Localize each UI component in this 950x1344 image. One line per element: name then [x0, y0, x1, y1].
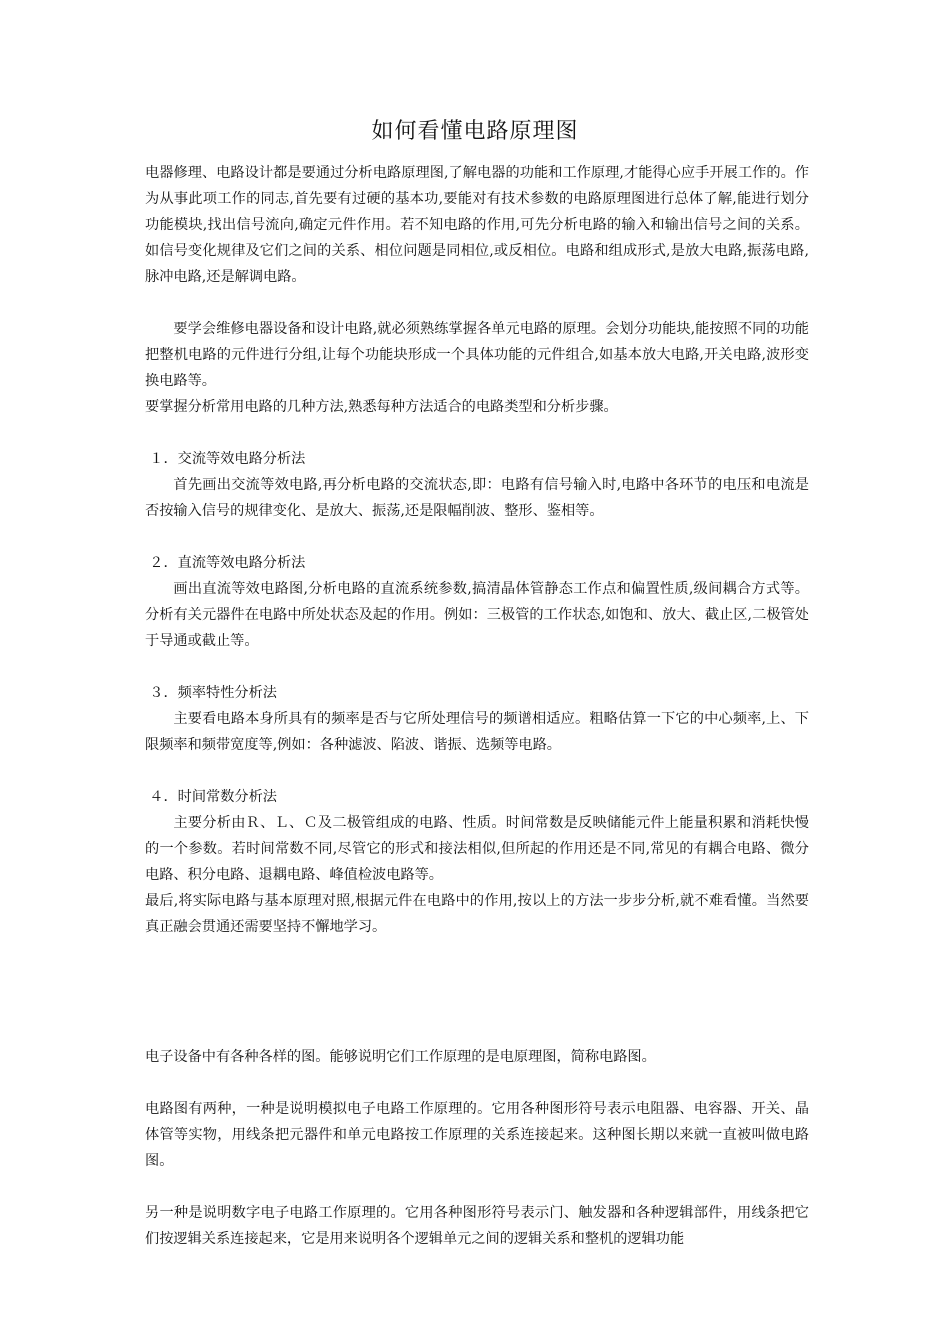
paragraph-circuit-diagram-intro: 电子设备中有各种各样的图。能够说明它们工作原理的是电原理图，简称电路图。: [145, 1049, 656, 1065]
section-body-ac: 首先画出交流等效电路,再分析电路的交流状态,即：电路有信号输入时,电路中各环节的电压和电流是否按输入信号的规律变化、是放大、振荡,还是限幅削波、整形、鉴相等。: [145, 477, 809, 519]
paragraph-conclusion: 最后,将实际电路与基本原理对照,根据元件在电路中的作用,按以上的方法一步步分析,就不难看懂。当然要真正融会贯通还需要坚持不懈地学习。: [145, 893, 809, 935]
paragraph-digital-diagram: 另一种是说明数字电子电路工作原理的。它用各种图形符号表示门、触发器和各种逻辑部件，用线条把它们按逻辑关系连接起来，它是用来说明各个逻辑单元之间的逻辑关系和整机的逻辑功能: [145, 1205, 809, 1247]
page-title: 如何看懂电路原理图: [371, 119, 579, 144]
section-heading-ac: １．交流等效电路分析法: [149, 451, 306, 467]
spacer: [145, 420, 809, 446]
paragraph-modules: 要学会维修电器设备和设计电路,就必须熟练掌握各单元电路的原理。会划分功能块,能按照不同的功能把整机电路的元件进行分组,让每个功能块形成一个具体功能的元件组合,如基本放大电路,开关电路,波形变换电路等。: [145, 321, 809, 389]
spacer: [145, 758, 809, 784]
spacer: [145, 290, 809, 316]
spacer: [145, 1174, 809, 1200]
section-heading-frequency: ３．频率特性分析法: [149, 685, 277, 701]
paragraph-intro: 电器修理、电路设计都是要通过分析电路原理图,了解电器的功能和工作原理,才能得心应手开展工作的。作为从事此项工作的同志,首先要有过硬的基本功,要能对有技术参数的电路原理图进行总体了解,能进行划分功能模块,找出信号流向,确定元件作用。若不知电路的作用,可先分析电路的输入和输出信号之间的关系。如信号变化规律及它们之间的关系、相位问题是同相位,或反相位。电路和组成形式,是放大电路,振荡电路,脉冲电路,还是解调电路。: [145, 165, 809, 285]
paragraph-methods: 要掌握分析常用电路的几种方法,熟悉每种方法适合的电路类型和分析步骤。: [145, 399, 618, 415]
spacer: [145, 654, 809, 680]
section-body-dc: 画出直流等效电路图,分析电路的直流系统参数,搞清晶体管静态工作点和偏置性质,级间耦合方式等。分析有关元器件在电路中所处状态及起的作用。例如：三极管的工作状态,如饱和、放大、截止区,二极管处于导通或截止等。: [145, 581, 809, 649]
section-body-time-constant: 主要分析由Ｒ、Ｌ、Ｃ及二极管组成的电路、性质。时间常数是反映储能元件上能量积累和消耗快慢的一个参数。若时间常数不同,尽管它的形式和接法相似,但所起的作用还是不同,常见的有耦合电路、微分电路、积分电路、退耦电路、峰值检波电路等。: [145, 815, 809, 883]
paragraph-analog-diagram: 电路图有两种，一种是说明模拟电子电路工作原理的。它用各种图形符号表示电阻器、电容器、开关、晶体管等实物，用线条把元器件和单元电路按工作原理的关系连接起来。这种图长期以来就一直被叫做电路图。: [145, 1101, 809, 1169]
section-heading-dc: ２．直流等效电路分析法: [149, 555, 306, 571]
spacer: [145, 524, 809, 550]
spacer: [145, 1070, 809, 1096]
spacer: [145, 940, 809, 1044]
section-body-frequency: 主要看电路本身所具有的频率是否与它所处理信号的频谱相适应。粗略估算一下它的中心频率,上、下限频率和频带宽度等,例如：各种滤波、陷波、谐振、选频等电路。: [145, 711, 809, 753]
document-body: [145, 160, 809, 1252]
section-heading-time-constant: ４．时间常数分析法: [149, 789, 277, 805]
